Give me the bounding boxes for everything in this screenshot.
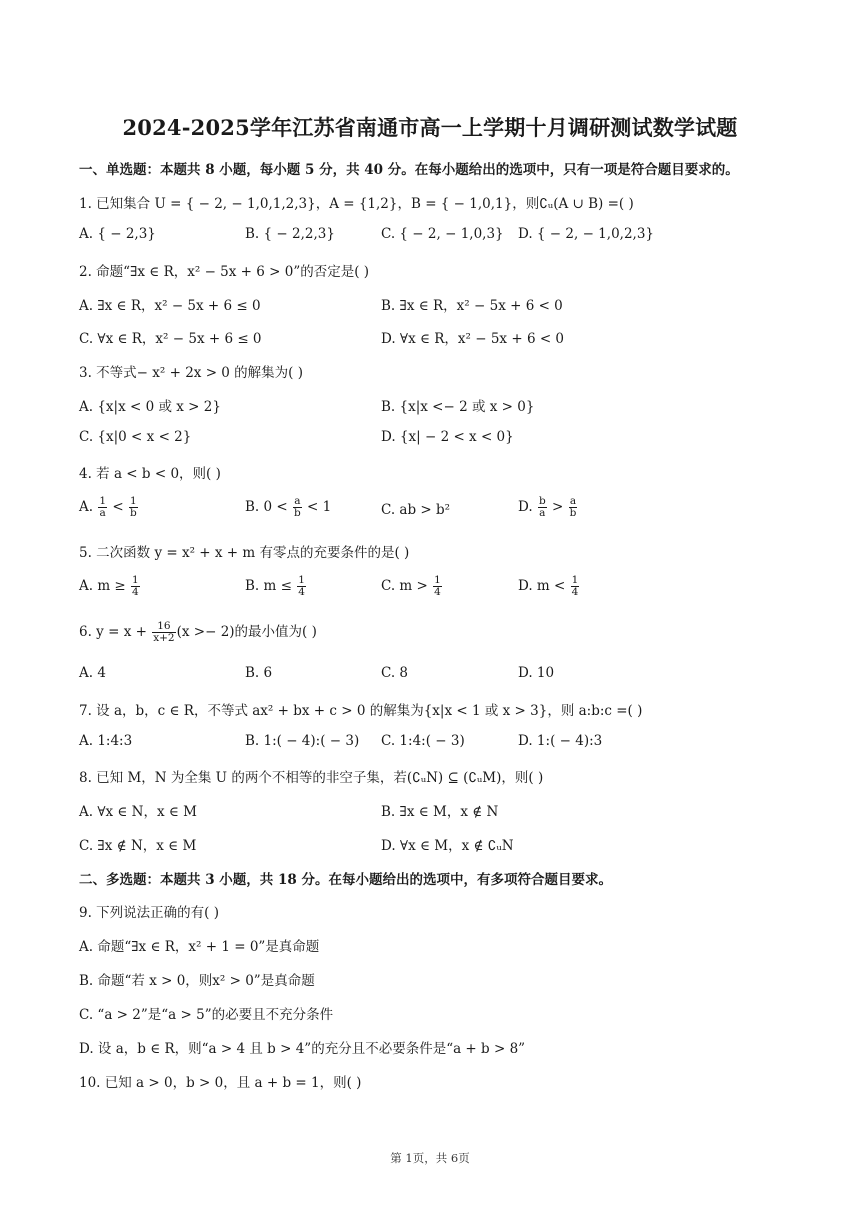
- question-7-option-d: D. 1:( − 4):3: [518, 733, 603, 749]
- question-6-option-a: A. 4: [79, 665, 106, 681]
- question-6-stem: 6. y = x + $\frac{16}{x+2}$ (x >− 2)的最小值为( ): [79, 620, 317, 644]
- fraction: $\frac{b}{a}$: [538, 495, 546, 519]
- section-multi-choice-header: 二、多选题：本题共 3 小题，共 18 分。在每小题给出的选项中，有多项符合题目要求。: [79, 872, 612, 888]
- question-4-stem: 4. 若 a < b < 0，则( ): [79, 466, 221, 482]
- question-6-option-b: B. 6: [245, 665, 273, 681]
- fraction: $\frac{1}{b}$: [129, 495, 137, 519]
- fraction: $\frac{a}{b}$: [294, 495, 301, 519]
- question-1-option-b: B. { − 2,2,3}: [245, 226, 335, 242]
- question-3-option-a: A. {x|x < 0 或 x > 2}: [79, 399, 221, 415]
- question-4-option-b: B. 0 < $\frac{a}{b}$ < 1: [245, 495, 332, 519]
- page-footer: 第 1页，共 6页: [390, 1151, 470, 1165]
- section-single-choice-header: 一、单选题：本题共 8 小题，每小题 5 分，共 40 分。在每小题给出的选项中，只有一项是符合题目要求的。: [79, 162, 739, 178]
- question-8-option-b: B. ∃x ∈ M，x ∉ N: [381, 804, 499, 820]
- question-2-stem: 2. 命题“∃x ∈ R，x² − 5x + 6 > 0”的否定是( ): [79, 264, 370, 280]
- question-6-option-c: C. 8: [381, 665, 409, 681]
- question-1-option-d: D. { − 2, − 1,0,2,3}: [518, 226, 655, 242]
- page-title: 2024-2025学年江苏省南通市高一上学期十月调研测试数学试题: [122, 115, 738, 140]
- question-2-option-c: C. ∀x ∈ R，x² − 5x + 6 ≤ 0: [79, 331, 262, 347]
- question-2-option-a: A. ∃x ∈ R，x² − 5x + 6 ≤ 0: [79, 298, 261, 314]
- question-8-option-c: C. ∃x ∉ N，x ∈ M: [79, 838, 197, 854]
- question-4-option-a: A. $\frac{1}{a}$ < $\frac{1}{b}$: [79, 495, 137, 519]
- question-3-stem: 3. 不等式− x² + 2x > 0 的解集为( ): [79, 365, 303, 381]
- question-9-option-b: B. 命题“若 x > 0，则x² > 0”是真命题: [79, 973, 315, 989]
- question-9-option-d: D. 设 a，b ∈ R，则“a > 4 且 b > 4”的充分且不必要条件是“a + b > 8”: [79, 1041, 526, 1057]
- question-7-option-c: C. 1:4:( − 3): [381, 733, 465, 749]
- question-7-option-a: A. 1:4:3: [79, 733, 133, 749]
- fraction: $\frac{1}{4}$: [434, 574, 441, 598]
- question-5-stem: 5. 二次函数 y = x² + x + m 有零点的充要条件的是( ): [79, 545, 410, 561]
- question-5-option-a: A. m ≥ $\frac{1}{4}$: [79, 574, 139, 598]
- fraction: $\frac{1}{4}$: [298, 574, 305, 598]
- question-8-option-d: D. ∀x ∈ M，x ∉ ∁ᵤN: [381, 838, 514, 854]
- fraction: $\frac{1}{a}$: [99, 495, 107, 519]
- question-9-option-a: A. 命题“∃x ∈ R，x² + 1 = 0”是真命题: [79, 939, 320, 955]
- question-10-stem: 10. 已知 a > 0，b > 0，且 a + b = 1，则( ): [79, 1075, 362, 1091]
- question-1-option-c: C. { − 2, − 1,0,3}: [381, 226, 504, 242]
- question-9-option-c: C. “a > 2”是“a > 5”的必要且不充分条件: [79, 1007, 334, 1023]
- question-3-option-b: B. {x|x <− 2 或 x > 0}: [381, 399, 535, 415]
- question-8-stem: 8. 已知 M，N 为全集 U 的两个不相等的非空子集，若(∁ᵤN) ⊆ (∁ᵤM)，则( ): [79, 770, 544, 786]
- question-2-option-b: B. ∃x ∈ R，x² − 5x + 6 < 0: [381, 298, 563, 314]
- fraction: $\frac{16}{x+2}$: [153, 620, 175, 644]
- question-3-option-d: D. {x| − 2 < x < 0}: [381, 429, 514, 445]
- question-7-stem: 7. 设 a，b，c ∈ R，不等式 ax² + bx + c > 0 的解集为{x|x < 1 或 x > 3}，则 a:b:c =( ): [79, 703, 643, 719]
- question-3-option-c: C. {x|0 < x < 2}: [79, 429, 192, 445]
- question-8-option-a: A. ∀x ∈ N，x ∈ M: [79, 804, 197, 820]
- question-7-option-b: B. 1:( − 4):( − 3): [245, 733, 360, 749]
- question-4-option-c: C. ab > b²: [381, 502, 451, 518]
- question-5-option-d: D. m < $\frac{1}{4}$: [518, 574, 579, 598]
- question-2-option-d: D. ∀x ∈ R，x² − 5x + 6 < 0: [381, 331, 565, 347]
- question-1-stem: 1. 已知集合 U = { − 2, − 1,0,1,2,3}，A = {1,2}，B = { − 1,0,1}，则∁ᵤ(A ∪ B) =( ): [79, 196, 634, 212]
- question-4-option-d: D. $\frac{b}{a}$ > $\frac{a}{b}$: [518, 495, 577, 519]
- fraction: $\frac{1}{4}$: [571, 574, 579, 598]
- question-5-option-b: B. m ≤ $\frac{1}{4}$: [245, 574, 305, 598]
- question-6-option-d: D. 10: [518, 665, 555, 681]
- question-1-option-a: A. { − 2,3}: [79, 226, 156, 242]
- fraction: $\frac{a}{b}$: [569, 495, 577, 519]
- question-5-option-c: C. m > $\frac{1}{4}$: [381, 574, 441, 598]
- question-9-stem: 9. 下列说法正确的有( ): [79, 905, 219, 921]
- fraction: $\frac{1}{4}$: [132, 574, 139, 598]
